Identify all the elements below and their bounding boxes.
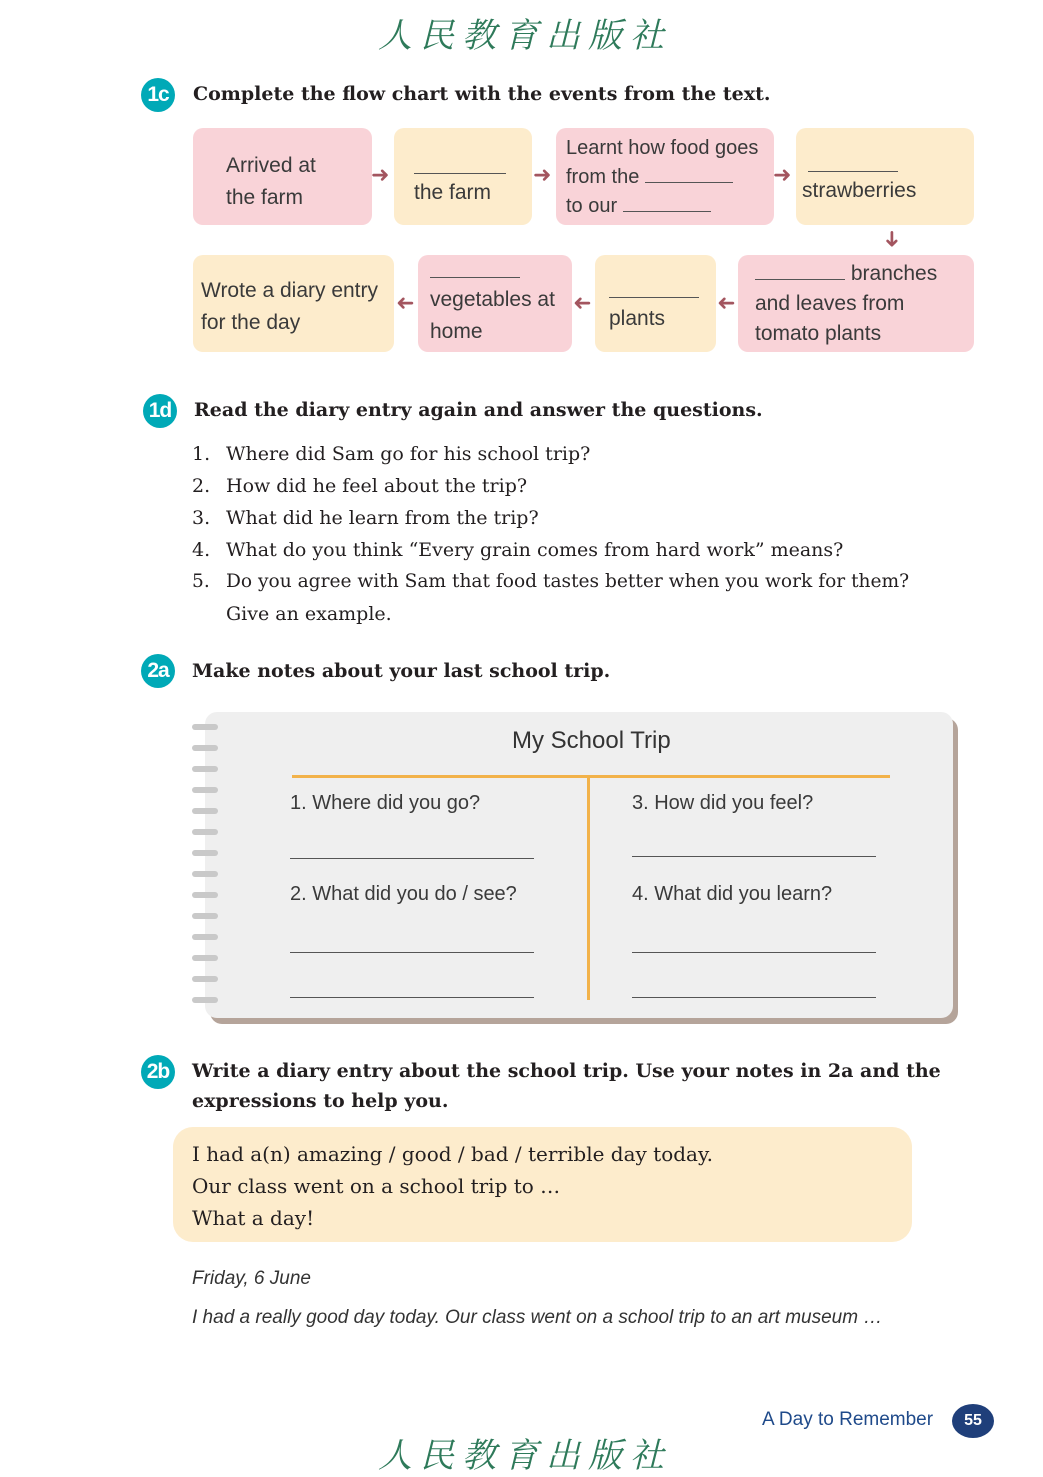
answer-blank[interactable] <box>414 173 506 174</box>
instruction-2b-line1: Write a diary entry about the school trip. Use your notes in 2a and the <box>192 1060 941 1082</box>
flow-box-blank-vegetables <box>418 255 572 352</box>
arrow-down-icon: ➜ <box>879 229 905 249</box>
answer-line[interactable] <box>290 997 534 998</box>
list-item-continued: Give an example. <box>226 603 392 625</box>
flow-text: from the <box>566 166 640 188</box>
flow-text: strawberries <box>802 179 917 202</box>
answer-line[interactable] <box>632 952 876 953</box>
answer-line[interactable] <box>632 856 876 857</box>
section-badge-2a: 2a <box>141 654 175 688</box>
section-badge-2b: 2b <box>141 1055 175 1089</box>
expression-line: What a day! <box>192 1206 315 1230</box>
flow-box-branches <box>738 255 974 352</box>
answer-line[interactable] <box>632 997 876 998</box>
unit-title: A Day to Remember <box>762 1409 934 1430</box>
flow-text: branches <box>850 262 938 285</box>
answer-blank[interactable] <box>609 297 699 298</box>
arrow-right-icon: ➜ <box>371 163 390 188</box>
section-badge-1c: 1c <box>141 78 175 112</box>
prompt-what-see: 2. What did you do / see? <box>290 883 517 905</box>
flow-box-blank-strawberries <box>796 128 974 225</box>
answer-blank[interactable] <box>645 182 733 183</box>
publisher-logo-footer: 人民教育出版社 <box>378 1436 672 1476</box>
notebook <box>205 712 953 1018</box>
expression-line: I had a(n) amazing / good / bad / terrible day today. <box>192 1142 713 1166</box>
flow-text: the farm <box>226 186 304 209</box>
arrow-left-icon: ➜ <box>573 291 592 316</box>
list-item: 1. Where did Sam go for his school trip? <box>192 443 591 465</box>
flow-box-blank-farm <box>394 128 532 225</box>
section-badge-1d: 1d <box>143 394 177 428</box>
flow-box-learnt <box>556 128 774 225</box>
flow-text: Wrote a diary entry <box>201 279 379 302</box>
instruction-2a: Make notes about your last school trip. <box>192 660 611 682</box>
expressions-box <box>173 1127 912 1242</box>
expression-line: Our class went on a school trip to … <box>192 1174 561 1198</box>
notebook-title: My School Trip <box>512 727 671 754</box>
flow-text: vegetables at <box>430 288 555 311</box>
instruction-2b-line2: expressions to help you. <box>192 1090 449 1112</box>
publisher-logo: 人民教育出版社 <box>378 16 672 56</box>
flow-text: to our <box>566 195 618 217</box>
arrow-right-icon: ➜ <box>533 163 552 188</box>
answer-blank[interactable] <box>808 171 898 172</box>
prompt-where: 1. Where did you go? <box>290 792 481 814</box>
sample-entry: I had a really good day today. Our class went on a school trip to an art museum … <box>192 1307 883 1328</box>
answer-line[interactable] <box>290 858 534 859</box>
notebook-divider-horizontal <box>292 775 890 778</box>
prompt-learn: 4. What did you learn? <box>632 883 833 905</box>
question-list <box>192 438 909 630</box>
notebook-divider-vertical <box>587 778 590 1000</box>
flow-text: Arrived at <box>226 154 316 177</box>
answer-line[interactable] <box>290 952 534 953</box>
list-item: 3. What did he learn from the trip? <box>192 507 539 529</box>
answer-blank[interactable] <box>430 277 520 278</box>
list-item: 4. What do you think “Every grain comes from hard work” means? <box>192 539 844 561</box>
flow-box-diary <box>193 255 394 352</box>
instruction-1d: Read the diary entry again and answer the questions. <box>194 399 763 421</box>
list-item: 2. How did he feel about the trip? <box>192 475 528 497</box>
flow-text: home <box>430 320 483 343</box>
list-item: 5. Do you agree with Sam that food tastes better when you work for them? <box>192 571 910 592</box>
flow-box-blank-plants <box>595 255 716 352</box>
arrow-left-icon: ➜ <box>717 291 736 316</box>
sample-date: Friday, 6 June <box>192 1268 311 1289</box>
prompt-feel: 3. How did you feel? <box>632 792 814 814</box>
page-number: 55 <box>952 1404 994 1438</box>
arrow-left-icon: ➜ <box>396 291 415 316</box>
flow-text: and leaves from <box>755 292 905 315</box>
instruction-1c: Complete the flow chart with the events from the text. <box>193 83 771 105</box>
flow-box-arrived <box>193 128 372 225</box>
flow-text: the farm <box>414 181 492 204</box>
flow-text: Learnt how food goes <box>566 137 759 159</box>
flow-text: for the day <box>201 311 301 334</box>
answer-blank[interactable] <box>755 279 845 280</box>
flow-text: tomato plants <box>755 322 882 345</box>
answer-blank[interactable] <box>623 211 711 212</box>
arrow-right-icon: ➜ <box>773 163 792 188</box>
flow-text: plants <box>609 307 666 330</box>
